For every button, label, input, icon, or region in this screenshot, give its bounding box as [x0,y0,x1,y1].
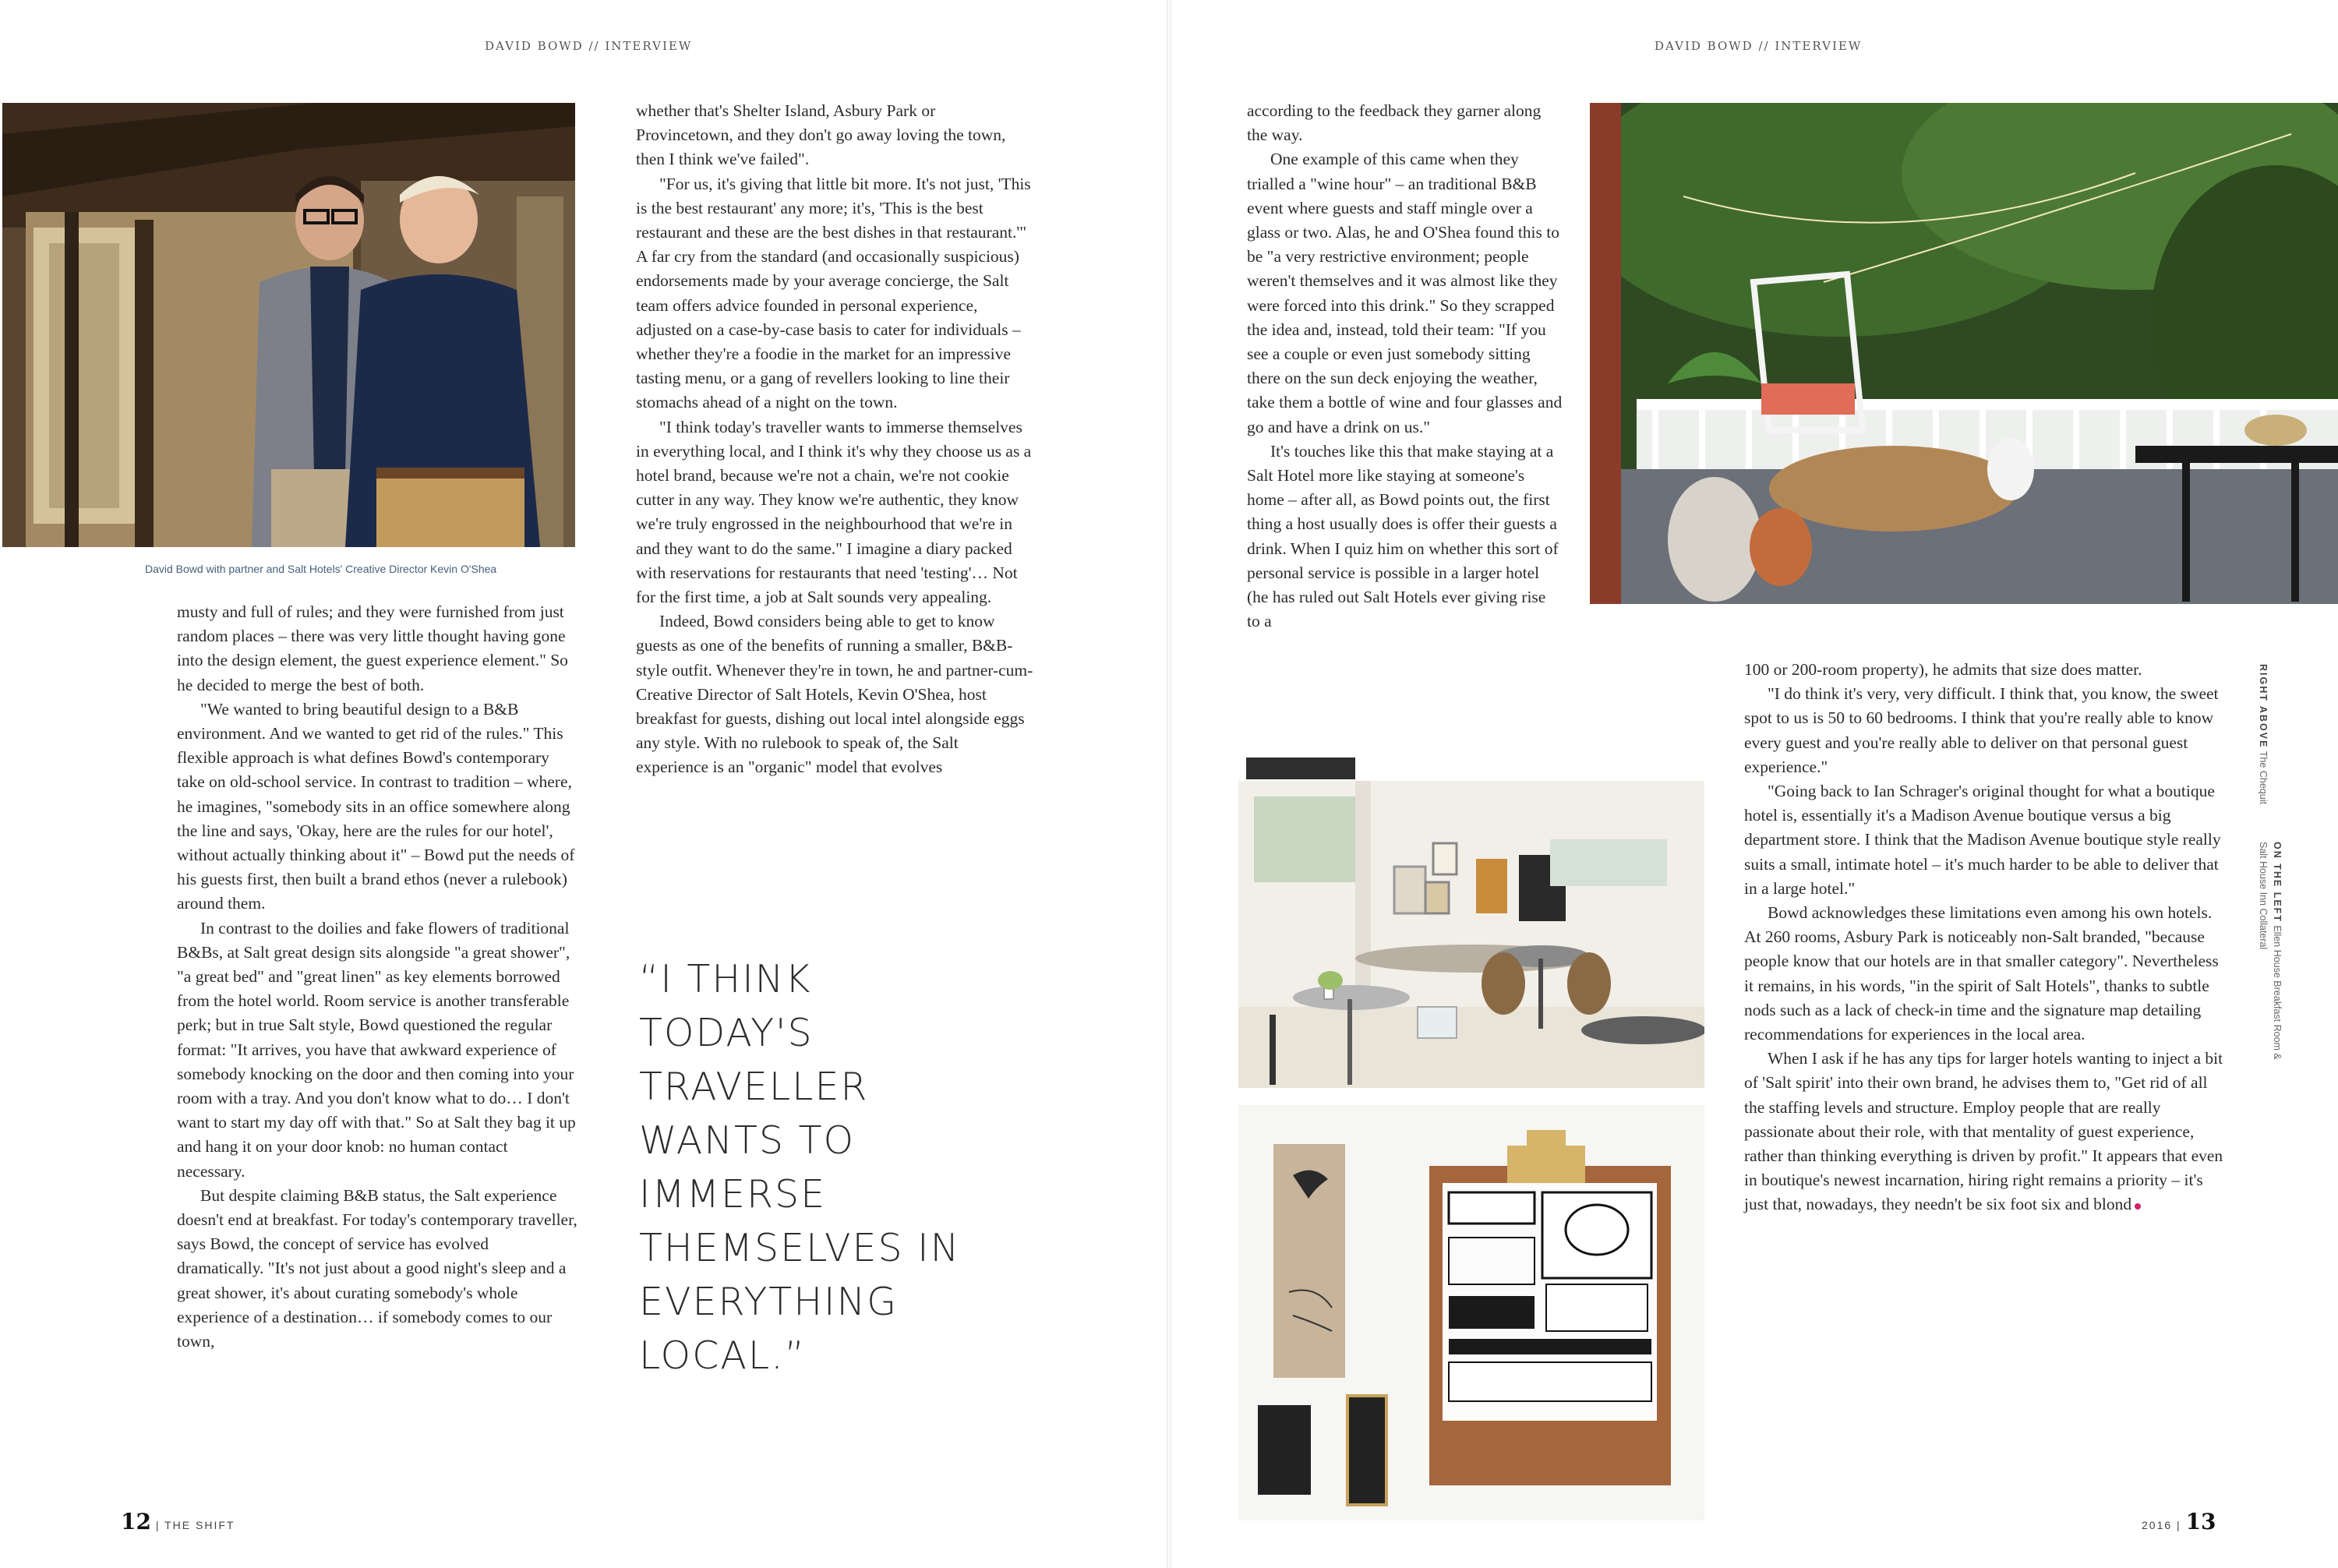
page-gutter [1167,0,1171,1568]
paragraph: whether that's Shelter Island, Asbury Park or Provincetown, and they don't go away loving the town, then I think we've failed". [636,101,1006,169]
paragraph: "I think today's traveller wants to immerse themselves in everything local, and I think it's why they choose us as a hotel brand, because we're not a chain, we're not cookie cutter in any way. They know we're authentic, they know we're truly engrossed in the neighbourhood that we're in and they want to do the same." I imagine a diary packed with reservations for restaurants that need 'testing'… Not for the first time, a job at Salt sounds very appealing. [636,417,1032,607]
paragraph: But despite claiming B&B status, the Salt experience doesn't end at breakfast. For today's contemporary traveller, says Bowd, the concept of service has evolved dramatically. "It's not just about a good night's sleep and a great shower, it's about curating somebody's whole experience of a destination… if somebody comes to our town, [177,1185,577,1351]
running-head-right: DAVID BOWD // INTERVIEW [1655,39,1863,53]
photo-caption: David Bowd with partner and Salt Hotels' Creative Director Kevin O'Shea [145,563,497,575]
article-column-1 [177,600,579,1354]
side-note-left [2256,842,2284,1075]
footer-right [2142,1509,2216,1534]
end-mark-icon [2135,1203,2141,1210]
paragraph: according to the feedback they garner along the way. [1247,101,1542,145]
paragraph: It's touches like this that make staying at a Salt Hotel more like staying at someone's home – after all, as Bowd points out, the first thing a host usually does is offer their guests a drink. When I quiz him on whether this sort of personal service is possible in a larger hotel (he has ruled out Salt Hotels ever giving rise to a [1247,441,1559,631]
side-note-label: ON THE LEFT [2272,842,2283,923]
paragraph: Indeed, Bowd considers being able to get to know guests as one of the benefits of running a smaller, B&B-style outfit. Whenever they're in town, he and partner-cum-Creative Director of Salt Hotels, Kevin O'Shea, host breakfast for guests, dishing out local intel alongside eggs any style. With no rulebook to speak of, the Salt experience is an "organic" model that evolves [636,612,1033,777]
side-note-text: The Chequit [2258,750,2269,804]
paragraph: In contrast to the doilies and fake flowers of traditional B&Bs, at Salt great design sits alongside "a great shower", "a great bed" and "great linen" as key elements borrowed from the hotel world. Room service is another transferable perk; but in true Salt style, Bowd questioned the regular format: "It arrives, you have that awkward experience of somebody knocking on the door and then coming into your room with a tray. And you don't know what to do… I don't want to start my day off with that." So at Salt they bag it up and hang it on your door knob: no human contact necessary. [177,918,576,1181]
paragraph: musty and full of rules; and they were furnished from just random places – there was very little thought having gone into the design element, the guest experience element." So he decided to merge the best of both. [177,602,568,694]
paragraph: "Going back to Ian Schrager's original thought for what a boutique hotel is, essentially it's a Madison Avenue boutique versus a big department store. I think that the Madison Avenue boutique style really suits a small, intimate hotel – it's much harder to be able to deliver that in a large hotel." [1744,782,2221,898]
paragraph: "We wanted to bring beautiful design to a B&B environment. And we wanted to get rid of the rules." This flexible approach is what defines Bowd's contemporary take on old-school service. In contrast to tradition – where, he imagines, "somebody sits in an office somewhere along the line and says, 'Okay, here are the rules for our hotel', without actually thinking about it" – Bowd put the needs of his guests first, then built a brand ethos (never a rulebook) around them. [177,699,575,913]
side-note-text: Ellen House Breakfast Room & Salt House Inn Collateral [2258,842,2283,1060]
article-column-4 [1744,658,2227,1217]
issue-year: 2016 | [2142,1519,2181,1531]
page-number-left: 12 [121,1509,151,1534]
pull-quote: “I THINK TODAY'S TRAVELLER WANTS TO IMMERSE THEMSELVES IN EVERYTHING LOCAL.” [639,957,961,1378]
breakfast-room-photo [1238,750,1704,1088]
paragraph: Bowd acknowledges these limitations even among his own hotels. At 260 rooms, Asbury Park is noticeably non-Salt branded, "because people know that our hotels are in that smaller category". Nevertheless it remains, in his words, "in the spirit of Salt Hotels", thanks to subtle nods such as a lack of check-in time and the signature map detailing recommendations for experiences in the local area. [1744,903,2219,1044]
footer-left [121,1509,235,1534]
paragraph: "I do think it's very, very difficult. I think that, you know, the sweet spot to us is 50 to 60 bedrooms. I think that you're really able to know every guest and you're really able to deliver on that personal guest experience." [1744,684,2219,776]
collateral-photo [1238,1105,1704,1520]
side-note-label: RIGHT ABOVE [2258,664,2269,749]
running-head-left: DAVID BOWD // INTERVIEW [485,39,693,53]
side-note-right-above [2256,664,2270,812]
paragraph: One example of this came when they trialled a "wine hour" – an traditional B&B event where guests and staff mingle over a glass or two. Alas, he and O'Shea found this to be "a very restrictive environment; people weren't themselves and it was almost like they were forced into this drink." So they scrapped the idea and, instead, told their team: "If you see a couple or even just somebody sitting there on the sun deck enjoying the weather, take them a bottle of wine and four glasses and go and have a drink on us." [1247,150,1563,436]
paragraph: "For us, it's giving that little bit more. It's not just, 'This is the best restaurant' any more; it's, 'This is the best restaurant and these are the best dishes in that restaurant.'" A far cry from the standard (and occasionally suspicious) endorsements made by your average concierge, the Salt team offers advice founded in personal experience, adjusted on a case-by-case basis to cater for individuals – whether they're a foodie in the market for an impressive tasting menu, or a gang of revellers looking to line their stomachs ahead of a night on the town. [636,174,1031,412]
article-column-2 [636,99,1033,780]
paragraph: 100 or 200-room property), he admits that size does matter. [1744,660,2142,679]
paragraph-text: When I ask if he has any tips for larger hotels wanting to inject a bit of 'Salt spirit' into their own brand, he advises them to, "Get rid of all the staffing levels and structure. Employ people that are really passionate about their role, with that mentality of guest experience, rather than thinking everything is driven by profit." It appears that even in boutique's newest incarnation, hiring right remains a priority – it's just that, nowadays, they needn't be six foot six and blond [1744,1049,2223,1214]
page-number-right: 13 [2185,1509,2216,1534]
paragraph [1744,1047,2227,1217]
portrait-photo [2,103,575,547]
deck-photo [1590,103,2338,604]
magazine-title: | THE SHIFT [155,1519,235,1531]
article-column-3 [1247,99,1563,634]
